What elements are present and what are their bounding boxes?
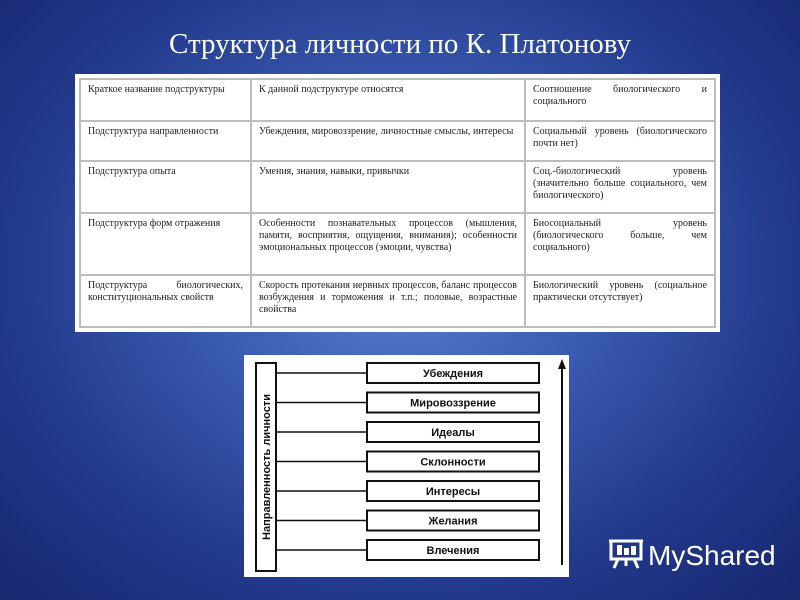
presentation-board-icon [608, 535, 644, 576]
table-header-cell: К данной подструктуре относятся [251, 79, 525, 121]
table-cell: Подструктура опыта [80, 161, 251, 213]
orientation-diagram [244, 355, 569, 577]
table-cell: Особенности познавательных процессов (мышления, памяти, восприятия, ощущения, внимания); особенности эмоциональных процессов (эмоции, чувства) [251, 213, 525, 275]
table-row [80, 161, 715, 213]
table-cell: Биологический уровень (социальное практически отсутствует) [525, 275, 715, 327]
logo-text: MyShared [648, 539, 776, 571]
table-cell: Подструктура направленности [80, 121, 251, 161]
table-row [80, 275, 715, 327]
table-cell: Умения, знания, навыки, привычки [251, 161, 525, 213]
level-label: Влечения [426, 545, 480, 557]
arrow-head-icon [558, 359, 566, 369]
level-label: Убеждения [422, 368, 484, 380]
table-cell: Подструктура форм отражения [80, 213, 251, 275]
myshared-logo [608, 535, 776, 576]
table-header-cell: Соотношение биологического и социального [525, 79, 715, 121]
table-cell: Убеждения, мировоззрение, личностные смыслы, интересы [251, 121, 525, 161]
table-row [80, 213, 715, 275]
table-row [80, 121, 715, 161]
vertical-label: Направленность личности [261, 394, 273, 540]
level-label: Идеалы [431, 427, 475, 439]
level-label: Мировоззрение [410, 397, 496, 410]
slide-title: Структура личности по К. Платонову [168, 28, 632, 60]
table-cell: Подструктура биологических, конституциональных свойств [80, 275, 251, 327]
level-label: Желания [428, 515, 478, 528]
table-header-row [80, 79, 715, 121]
table-cell: Соц.-биологический уровень (значительно больше социального, чем биологического) [525, 161, 715, 213]
table-header-cell: Краткое название подструктуры [80, 79, 251, 121]
level-label: Склонности [420, 456, 486, 469]
personality-structure-table [75, 74, 720, 332]
table-cell: Скорость протекания нервных процессов, баланс процессов возбуждения и торможения и т.п.; половые, возрастные свойства [251, 275, 525, 327]
table-cell: Социальный уровень (биологического почти нет) [525, 121, 715, 161]
level-label: Интересы [425, 486, 481, 498]
table-cell: Биосоциальный уровень (биологического больше, чем социального) [525, 213, 715, 275]
